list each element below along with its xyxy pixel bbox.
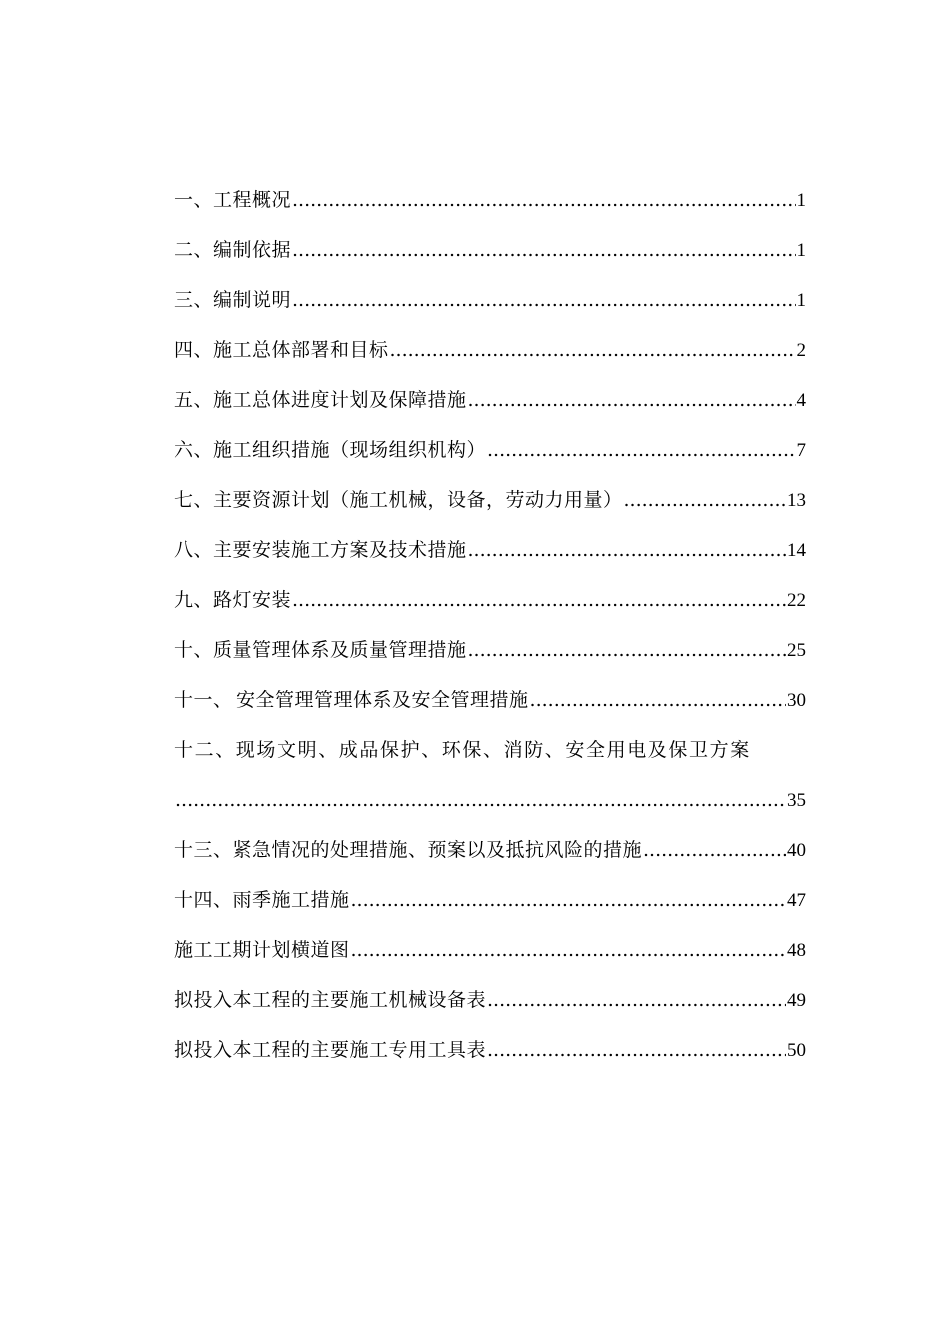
toc-entry-1[interactable] bbox=[174, 182, 806, 232]
toc-entry-13[interactable] bbox=[174, 832, 806, 882]
toc-entry-title: 十四、雨季施工措施 bbox=[174, 889, 350, 911]
table-of-contents bbox=[174, 182, 806, 1082]
toc-entry-number: 十一、 bbox=[174, 689, 233, 711]
toc-entry-title: 五、施工总体进度计划及保障措施 bbox=[174, 389, 467, 411]
toc-entry-title: 拟投入本工程的主要施工机械设备表 bbox=[174, 989, 487, 1011]
toc-dot-leader bbox=[487, 432, 795, 468]
toc-entry-6[interactable] bbox=[174, 432, 806, 482]
toc-entry-15[interactable] bbox=[174, 932, 806, 982]
toc-entry-title: 施工工期计划横道图 bbox=[174, 939, 350, 961]
toc-entry-title: 一、工程概况 bbox=[174, 189, 292, 211]
toc-entry-11[interactable] bbox=[174, 682, 806, 732]
toc-entry-title: 六、施工组织措施（现场组织机构） bbox=[174, 439, 487, 461]
toc-dot-leader bbox=[468, 532, 786, 568]
toc-entry-title: 十三、紧急情况的处理措施、预案以及抵抗风险的措施 bbox=[174, 839, 643, 861]
toc-entry-7[interactable] bbox=[174, 482, 806, 532]
toc-dot-leader bbox=[390, 332, 796, 368]
toc-entry-title: 八、主要安装施工方案及技术措施 bbox=[174, 539, 467, 561]
toc-page-number: 49 bbox=[787, 990, 806, 1011]
toc-page-number: 47 bbox=[787, 890, 806, 911]
toc-page-number: 13 bbox=[787, 490, 806, 511]
toc-entry-2[interactable] bbox=[174, 232, 806, 282]
toc-entry-12-continuation[interactable] bbox=[174, 782, 806, 832]
toc-page-number: 7 bbox=[796, 440, 806, 461]
toc-entry-title: 十、质量管理体系及质量管理措施 bbox=[174, 639, 467, 661]
toc-page-number: 25 bbox=[787, 640, 806, 661]
toc-entry-title: 十二、现场文明、成品保护、环保、消防、安全用电及保卫方案 bbox=[174, 739, 751, 761]
toc-entry-title: 三、编制说明 bbox=[174, 289, 292, 311]
toc-entry-title: 安全管理管理体系及安全管理措施 bbox=[236, 689, 529, 711]
toc-dot-leader bbox=[624, 482, 786, 518]
toc-entry-4[interactable] bbox=[174, 332, 806, 382]
toc-entry-title: 拟投入本工程的主要施工专用工具表 bbox=[174, 1039, 487, 1061]
toc-dot-leader bbox=[487, 1032, 786, 1068]
toc-entry-9[interactable] bbox=[174, 582, 806, 632]
toc-entry-title: 四、施工总体部署和目标 bbox=[174, 339, 389, 361]
toc-dot-leader bbox=[530, 682, 786, 718]
toc-entry-14[interactable] bbox=[174, 882, 806, 932]
toc-page-number: 30 bbox=[787, 690, 806, 711]
toc-dot-leader bbox=[292, 182, 795, 218]
toc-entry-title: 二、编制依据 bbox=[174, 239, 292, 261]
toc-page-number: 50 bbox=[787, 1040, 806, 1061]
toc-page-number: 1 bbox=[796, 190, 806, 211]
toc-page-number: 4 bbox=[796, 390, 806, 411]
toc-dot-leader bbox=[468, 632, 786, 668]
toc-dot-leader bbox=[487, 982, 786, 1018]
toc-dot-leader bbox=[351, 932, 786, 968]
toc-dot-leader bbox=[292, 582, 786, 618]
toc-page-number: 1 bbox=[796, 240, 806, 261]
toc-entry-title: 七、主要资源计划（施工机械，设备，劳动力用量） bbox=[174, 489, 623, 511]
toc-dot-leader bbox=[643, 832, 786, 868]
toc-entry-10[interactable] bbox=[174, 632, 806, 682]
toc-dot-leader bbox=[468, 382, 796, 418]
toc-entry-8[interactable] bbox=[174, 532, 806, 582]
toc-entry-title: 九、路灯安装 bbox=[174, 589, 292, 611]
toc-page-number: 22 bbox=[787, 590, 806, 611]
toc-page-number: 2 bbox=[796, 340, 806, 361]
toc-dot-leader bbox=[292, 232, 795, 268]
toc-dot-leader bbox=[292, 282, 795, 318]
toc-page-number: 35 bbox=[787, 790, 806, 811]
toc-entry-3[interactable] bbox=[174, 282, 806, 332]
toc-page-number: 48 bbox=[787, 940, 806, 961]
toc-dot-leader bbox=[351, 882, 786, 918]
toc-page-number: 1 bbox=[796, 290, 806, 311]
toc-entry-17[interactable] bbox=[174, 1032, 806, 1082]
toc-entry-12[interactable] bbox=[174, 732, 806, 782]
toc-page-number: 14 bbox=[787, 540, 806, 561]
toc-entry-16[interactable] bbox=[174, 982, 806, 1032]
toc-dot-leader bbox=[175, 782, 786, 818]
toc-entry-5[interactable] bbox=[174, 382, 806, 432]
toc-page-number: 40 bbox=[787, 840, 806, 861]
